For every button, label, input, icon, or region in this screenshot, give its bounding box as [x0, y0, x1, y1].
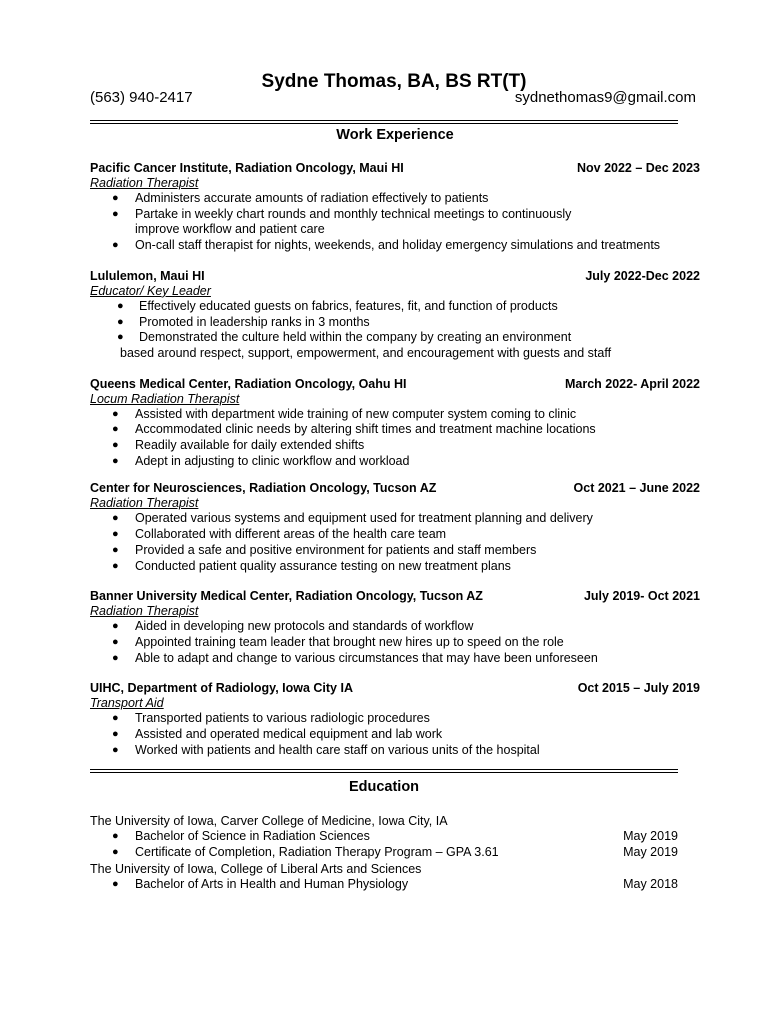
job-header — [90, 480, 700, 496]
list-item: ● Readily available for daily extended shifts — [112, 438, 365, 453]
job-header — [90, 680, 700, 696]
job-org: Pacific Cancer Institute, Radiation Oncology, Maui HI — [90, 161, 404, 175]
phone-number: (563) 940-2417 — [90, 89, 193, 106]
degree-date: May 2018 — [623, 876, 678, 891]
job-dates: March 2022- April 2022 — [564, 376, 700, 391]
job-org: Queens Medical Center, Radiation Oncology, Oahu HI — [90, 376, 407, 391]
list-item: ● Provided a safe and positive environment for patients and staff members — [112, 542, 537, 557]
job-entry — [90, 376, 700, 470]
list-item: ● Effectively educated guests on fabrics, features, fit, and function of products — [117, 298, 558, 313]
job-bullets — [90, 407, 700, 470]
job-bullets — [90, 711, 700, 758]
job-entry — [90, 680, 700, 758]
list-item: ● Operated various systems and equipment used for treatment planning and delivery — [112, 511, 593, 526]
education-list — [90, 813, 678, 892]
job-header — [90, 268, 700, 284]
job-org: Lululemon, Maui HI — [90, 268, 205, 283]
job-role: Transport Aid — [90, 696, 164, 711]
list-item: ● Bachelor of Science in Radiation Sciences May 2019 — [112, 829, 678, 844]
list-item: ● Promoted in leadership ranks in 3 months — [117, 314, 370, 329]
school-name: The University of Iowa, Carver College of Medicine, Iowa City, IA — [90, 814, 448, 829]
list-item: ● Bachelor of Arts in Health and Human Physiology May 2018 — [112, 876, 678, 891]
list-item: ● On-call staff therapist for nights, weekends, and holiday emergency simulations and treatments — [112, 238, 661, 253]
job-bullets — [90, 191, 700, 254]
job-role: Locum Radiation Therapist — [90, 391, 240, 406]
job-org: Center for Neurosciences, Radiation Oncology, Tucson AZ — [90, 481, 437, 496]
job-role: Radiation Therapist — [90, 496, 199, 511]
job-entry — [90, 480, 700, 574]
degree-date: May 2019 — [623, 845, 678, 860]
job-org: UIHC, Department of Radiology, Iowa City IA — [90, 681, 353, 696]
list-item: ● Certificate of Completion, Radiation Therapy Program – GPA 3.61 May 2019 — [112, 845, 678, 860]
job-role: Radiation Therapist — [90, 176, 199, 190]
job-role: Educator/ Key Leader — [90, 283, 211, 298]
list-item: ● Worked with patients and health care staff on various units of the hospital — [112, 742, 540, 757]
degree-date: May 2019 — [623, 829, 678, 844]
school-name: The University of Iowa, College of Liberal Arts and Sciences — [90, 861, 422, 876]
list-item: ● Assisted with department wide training of new computer system coming to clinic — [112, 406, 577, 421]
job-role: Radiation Therapist — [90, 604, 199, 619]
bullet-continuation: based around respect, support, empowerment, and encouragement with guests and staff — [120, 345, 612, 360]
list-item: ● Assisted and operated medical equipment and lab work — [112, 727, 443, 742]
job-header — [90, 588, 700, 604]
job-org: Banner University Medical Center, Radiation Oncology, Tucson AZ — [90, 589, 483, 604]
job-dates: July 2019- Oct 2021 — [583, 589, 700, 604]
section-title-work: Work Experience — [336, 127, 454, 143]
divider — [90, 120, 678, 124]
divider — [90, 769, 678, 773]
section-title-education: Education — [348, 779, 420, 796]
job-dates: Oct 2015 – July 2019 — [577, 681, 700, 696]
list-item: ● Appointed training team leader that brought new hires up to speed on the role — [112, 634, 564, 649]
list-item: ● Partake in weekly chart rounds and monthly technical meetings to continuously improve workflow and patient care — [112, 206, 572, 237]
job-entry — [90, 268, 700, 362]
list-item: ● Collaborated with different areas of the health care team — [112, 527, 447, 542]
email-address: sydnethomas9@gmail.com — [514, 89, 696, 106]
job-header — [90, 376, 700, 392]
job-dates: July 2022-Dec 2022 — [585, 268, 700, 283]
list-item: ● Conducted patient quality assurance testing on new treatment plans — [112, 558, 511, 573]
job-bullets — [90, 619, 700, 666]
list-item: ● Able to adapt and change to various circumstances that may have been unforeseen — [112, 650, 598, 665]
list-item: ● Administers accurate amounts of radiation effectively to patients — [112, 191, 489, 205]
candidate-name: Sydne Thomas, BA, BS RT(T) — [261, 71, 527, 92]
list-item: ● Aided in developing new protocols and standards of workflow — [112, 619, 474, 634]
job-entry — [90, 160, 700, 254]
job-dates: Nov 2022 – Dec 2023 — [576, 161, 700, 175]
list-item: ● Adept in adjusting to clinic workflow and workload — [112, 453, 410, 468]
job-header — [90, 160, 700, 176]
job-entry — [90, 588, 700, 666]
list-item: ● Demonstrated the culture held within the company by creating an environment — [117, 330, 572, 345]
job-bullets — [90, 299, 700, 346]
list-item: ● Transported patients to various radiologic procedures — [112, 711, 430, 726]
job-bullets — [90, 511, 700, 574]
job-dates: Oct 2021 – June 2022 — [573, 481, 700, 496]
list-item: ● Accommodated clinic needs by altering shift times and treatment machine locations — [112, 422, 596, 437]
